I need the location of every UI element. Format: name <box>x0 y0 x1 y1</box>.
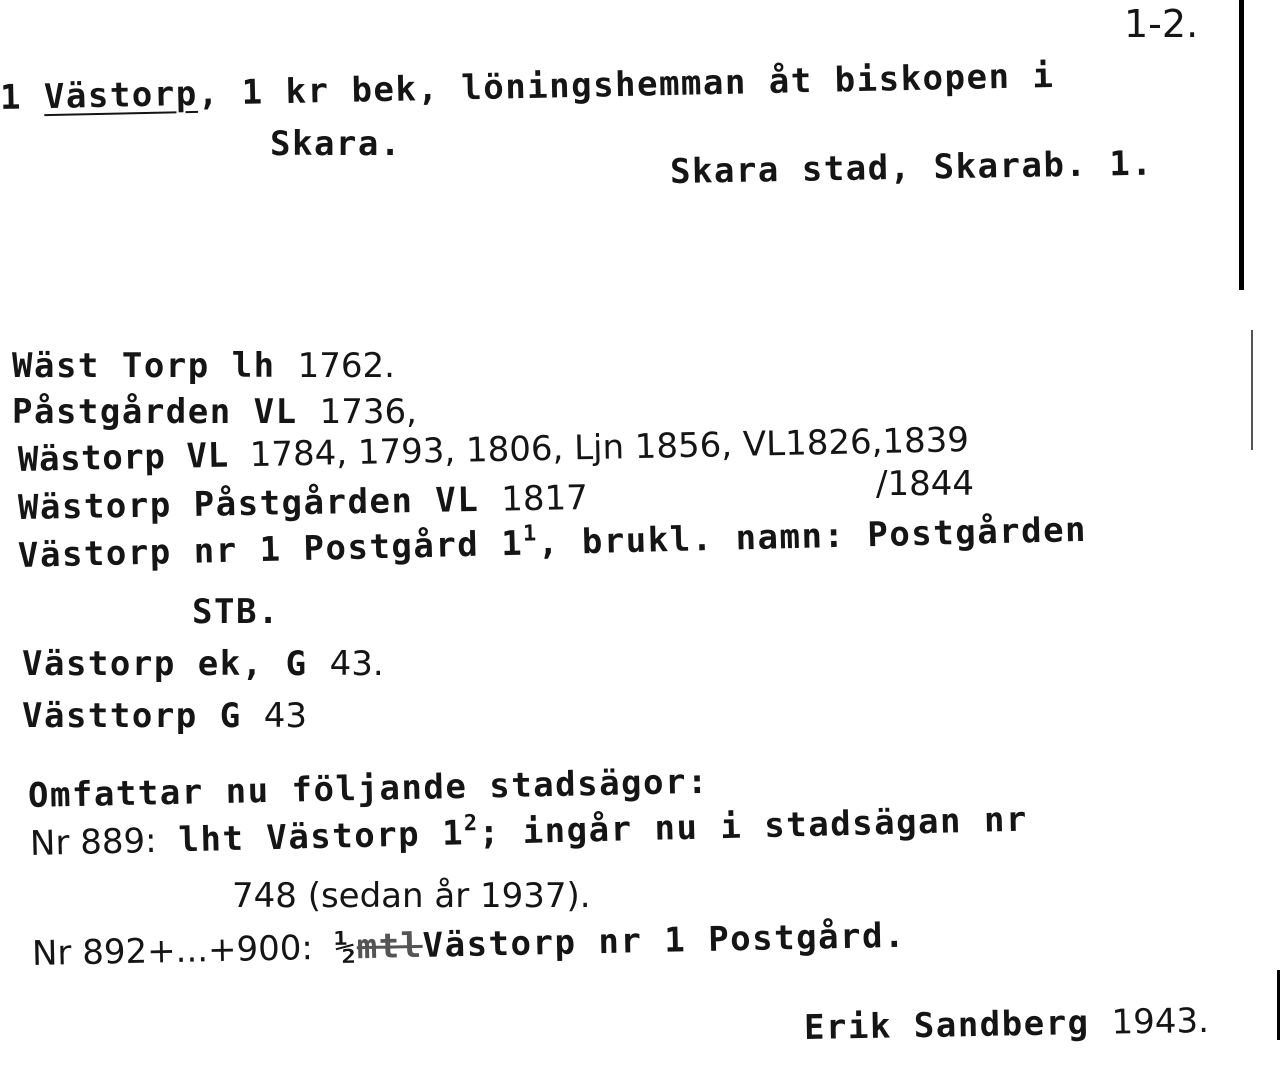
form-line <box>22 644 384 684</box>
item-note-2: 748 (sedan år 1937). <box>232 876 591 916</box>
content-item-889-line-2 <box>232 876 591 916</box>
item-strikeout: mtl <box>356 925 424 968</box>
header-location: Skara stad, Skarab. 1. <box>669 143 1154 192</box>
header-line-1 <box>0 56 1055 118</box>
form-source: lh <box>209 346 298 386</box>
form-note: , brukl. namn: Postgården <box>537 509 1088 564</box>
form-line <box>12 392 417 432</box>
form-year: 1736, <box>319 392 417 432</box>
signature-year: 1943. <box>1111 1000 1210 1043</box>
form-name: Påstgården <box>12 392 232 432</box>
form-name: Västorp <box>17 532 173 576</box>
form-name: Västorp <box>22 644 176 684</box>
form-line <box>22 696 307 736</box>
form-source: nr 1 Postgård 1 <box>171 523 524 573</box>
form-year-addition: /1844 <box>876 464 974 504</box>
form-year: 1784, 1793, 1806, Ljn 1856, VL1826,1839 <box>249 420 970 476</box>
form-name: Wästorp <box>17 485 173 528</box>
form-source: VL <box>231 392 320 432</box>
card-right-edge <box>1277 970 1280 1040</box>
content-item-892-900 <box>32 916 907 974</box>
corner-mark: 1-2. <box>1124 2 1199 46</box>
item-note: ; ingår nu i stadsägan nr <box>478 799 1029 854</box>
form-year: 1817 <box>500 478 589 520</box>
form-line <box>12 346 395 386</box>
header-line-2: Skara. <box>270 124 402 164</box>
header-number: 1 <box>0 77 23 118</box>
card-right-border-faint <box>1251 330 1253 450</box>
form-source: ek, G <box>175 644 330 684</box>
form-name: Västtorp <box>22 696 198 736</box>
card-right-border <box>1239 0 1244 290</box>
form-source-stb: STB. <box>192 592 280 632</box>
signature <box>804 1001 1210 1048</box>
form-name: Wästorp <box>17 436 166 480</box>
form-line <box>18 478 588 528</box>
item-fraction: ½ <box>334 927 358 968</box>
item-text: Västorp nr 1 Postgård. <box>422 915 907 966</box>
item-label: Nr 889: <box>29 820 158 864</box>
header-place: Västorp <box>43 73 199 118</box>
item-superscript: 2 <box>463 811 479 837</box>
signature-name: Erik Sandberg <box>803 1003 1090 1048</box>
content-intro: Omfattar nu följande stadsägor: <box>27 761 710 816</box>
form-source: VL <box>165 435 251 477</box>
header-description: , 1 kr bek, löningshemman åt biskopen i <box>197 55 1055 114</box>
item-label: Nr 892+...+900: <box>31 928 314 974</box>
form-source: G <box>197 696 264 736</box>
item-text: lht Västorp 1 <box>156 813 465 861</box>
form-source: Påstgården VL <box>171 479 502 526</box>
form-superscript: 1 <box>522 521 538 547</box>
form-year: 43. <box>329 644 384 684</box>
form-year: 43 <box>263 696 307 736</box>
form-name: Wäst Torp <box>12 346 210 386</box>
form-year: 1762. <box>297 346 395 386</box>
